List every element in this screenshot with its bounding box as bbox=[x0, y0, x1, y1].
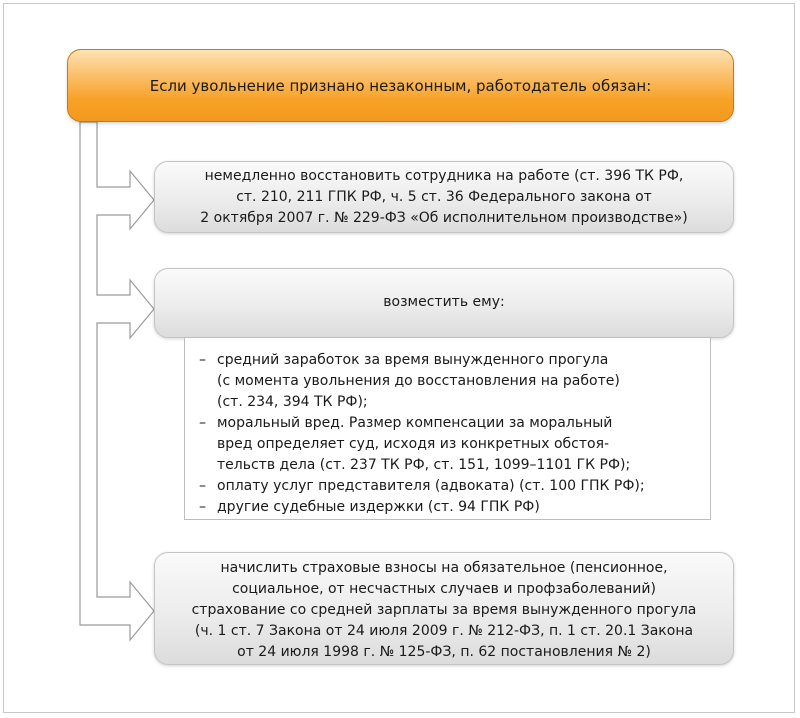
reinstate-line: немедленно восстановить сотрудника на работе (ст. 396 ТК РФ, bbox=[204, 168, 684, 184]
insurance-line: социальное, от несчастных случаев и профзаболеваний) bbox=[232, 581, 656, 597]
header-box bbox=[67, 49, 734, 122]
list-item bbox=[199, 350, 700, 413]
list-line: средний заработок за время вынужденного прогула bbox=[217, 352, 609, 368]
compensate-box bbox=[154, 268, 734, 338]
reinstate-box bbox=[154, 161, 734, 233]
insurance-line: (ч. 1 ст. 7 Закона от 24 июля 2009 г. № 212-ФЗ, п. 1 ст. 20.1 Закона bbox=[194, 623, 694, 639]
list-dash: – bbox=[199, 415, 206, 431]
insurance-box bbox=[154, 552, 734, 665]
list-line: другие судебные издержки (ст. 94 ГПК РФ) bbox=[217, 499, 540, 515]
list-item bbox=[199, 413, 700, 476]
insurance-line: начислить страховые взносы на обязательное (пенсионное, bbox=[220, 560, 668, 576]
list-dash: – bbox=[199, 478, 206, 494]
compensate-label: возместить ему: bbox=[383, 294, 505, 310]
insurance-line: страхование со средней зарплаты за время вынужденного прогула bbox=[191, 602, 697, 618]
reinstate-line: 2 октября 2007 г. № 229-ФЗ «Об исполнительном производстве») bbox=[200, 210, 688, 226]
list-dash: – bbox=[199, 499, 206, 515]
list-line: тельств дела (ст. 237 ТК РФ, ст. 151, 1099–1101 ГК РФ); bbox=[217, 457, 631, 473]
list-item bbox=[199, 497, 700, 518]
list-line: моральный вред. Размер компенсации за моральный bbox=[217, 415, 613, 431]
header-title: Если увольнение признано незаконным, работодатель обязан: bbox=[149, 77, 652, 95]
list-line: оплату услуг представителя (адвоката) (ст. 100 ГПК РФ); bbox=[217, 478, 645, 494]
flow-arrow bbox=[80, 122, 154, 640]
list-line: вред определяет суд, исходя из конкретных обстоя- bbox=[217, 436, 610, 452]
insurance-line: от 24 июля 1998 г. № 125-ФЗ, п. 62 постановления № 2) bbox=[237, 644, 651, 660]
list-dash: – bbox=[199, 352, 206, 368]
list-item bbox=[199, 476, 700, 497]
list-line: (ст. 234, 394 ТК РФ); bbox=[217, 394, 368, 410]
reinstate-line: ст. 210, 211 ГПК РФ, ч. 5 ст. 36 Федерального закона от bbox=[236, 189, 652, 205]
compensation-list bbox=[184, 337, 711, 520]
list-line: (с момента увольнения до восстановления на работе) bbox=[217, 373, 620, 389]
